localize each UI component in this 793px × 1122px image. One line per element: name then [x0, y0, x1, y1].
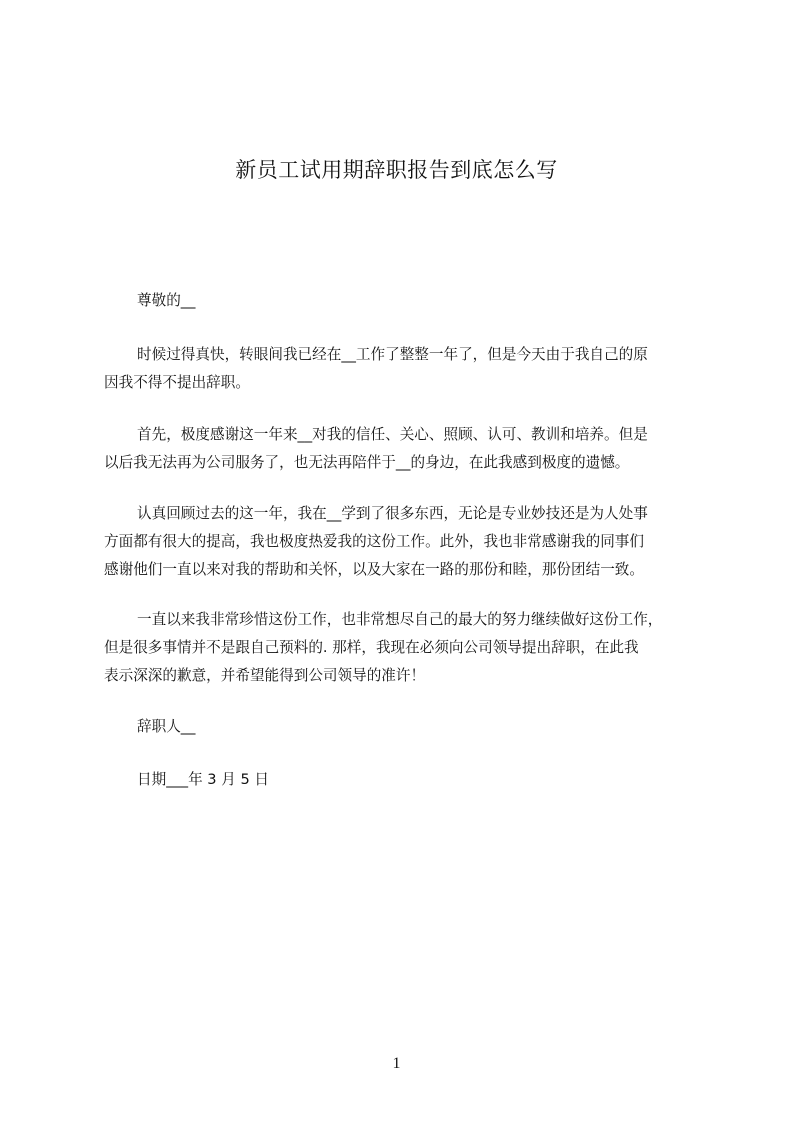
- paragraph-line: 时候过得真快，转眼间我已经在__工作了整整一年了，但是今天由于我自己的原: [137, 346, 648, 363]
- salutation-text: 尊敬的__: [137, 292, 196, 309]
- paragraph-line: 感谢他们一直以来对我的帮助和关怀，以及大家在一路的那份和睦，那份团结一致。: [104, 561, 644, 578]
- paragraph-line: 方面都有很大的提高，我也极度热爱我的这份工作。此外，我也非常感谢我的同事们: [104, 533, 644, 550]
- signature-text: 辞职人__: [137, 718, 196, 735]
- date-text: 日期___年 3 月 5 日: [137, 771, 269, 788]
- paragraph-line: 认真回顾过去的这一年，我在__学到了很多东西，无论是专业妙技还是为人处事: [137, 505, 648, 522]
- document-title: 新员工试用期辞职报告到底怎么写: [235, 158, 558, 183]
- paragraph-1: [104, 341, 704, 397]
- paragraph-line: 因我不得不提出辞职。: [104, 374, 250, 391]
- paragraph-line: 表示深深的歉意，并希望能得到公司领导的准许！: [104, 667, 426, 684]
- paragraph-line: 但是很多事情并不是跟自己预料的. 那样，我现在必须向公司领导提出辞职，在此我: [104, 639, 639, 656]
- page-number: 1: [392, 1055, 401, 1072]
- signature: [104, 713, 704, 741]
- paragraph-4: [104, 606, 704, 690]
- paragraph-line: 以后我无法再为公司服务了，也无法再陪伴于__的身边，在此我感到极度的遗憾。: [104, 454, 630, 471]
- paragraph-line: 一直以来我非常珍惜这份工作，也非常想尽自己的最大的努力继续做好这份工作，: [137, 611, 663, 628]
- date: [104, 766, 704, 794]
- salutation: [104, 287, 704, 315]
- paragraph-2: [104, 421, 704, 477]
- paragraph-3: [104, 500, 704, 584]
- paragraph-line: 首先，极度感谢这一年来__对我的信任、关心、照顾、认可、教训和培养。但是: [137, 426, 648, 443]
